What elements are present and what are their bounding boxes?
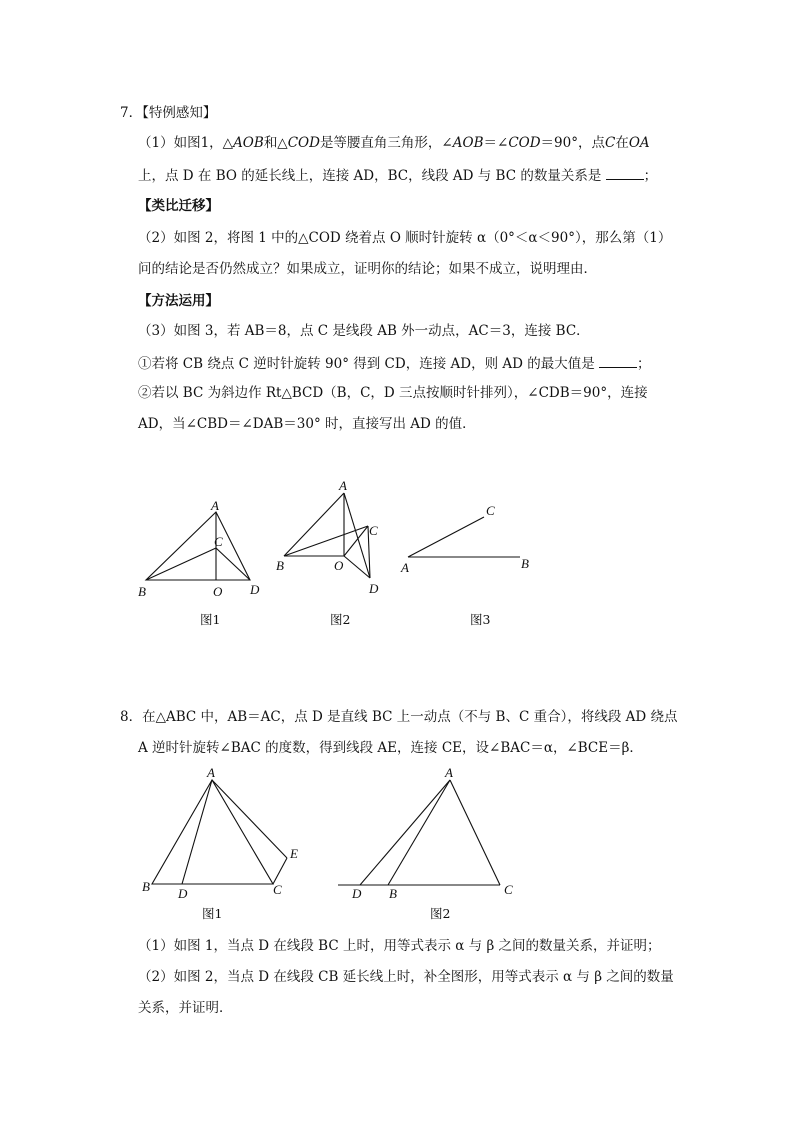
q8-fig2-segment-ad	[360, 780, 450, 885]
q7-section-analogy: 【类比迁移】	[138, 198, 219, 214]
fig3-caption: 图3	[470, 612, 491, 627]
fig3-label-a: A	[401, 560, 409, 575]
q7-part3-line3: ②若以 BC 为斜边作 Rt△BCD（B，C，D 三点按顺时针排列），∠CDB＝90°，连接	[138, 385, 648, 401]
fig3-segment-ac	[408, 517, 484, 557]
q8-fig1-segment-ad	[182, 780, 212, 884]
q8-fig2-label-b: B	[389, 886, 397, 901]
q7-section-method: 【方法运用】	[138, 293, 219, 309]
fig1-label-o: O	[213, 584, 223, 599]
q8-fig1-label-c: C	[273, 882, 282, 897]
fig1-label-c: C	[214, 534, 223, 549]
q7-part3-line2: ①若将 CB 绕点 C 逆时针旋转 90° 得到 CD，连接 AD，则 AD 的最大值是 ；	[138, 353, 651, 373]
q7-number: 7．	[120, 105, 143, 121]
q7-part2-line2: 问的结论是否仍然成立？如果成立，证明你的结论；如果不成立，说明理由．	[138, 261, 597, 277]
q7-part3-line1: （3）如图 3，若 AB＝8，点 C 是线段 AB 外一动点，AC＝3，连接 BC．	[138, 323, 590, 339]
q8-fig1-diagram	[142, 765, 298, 921]
fig3-label-c: C	[486, 503, 495, 518]
fig3-diagram	[400, 503, 529, 627]
q8-fig2-caption: 图2	[430, 906, 451, 921]
q8-sub2-line1: （2）如图 2，当点 D 在线段 CB 延长线上时，补全图形，用等式表示 α 与 β 之间的数量	[138, 969, 674, 985]
q8-fig1-label-e: E	[290, 846, 298, 861]
q8-fig1-caption: 图1	[202, 906, 223, 921]
q8-fig1-label-a: A	[207, 765, 215, 780]
q7-section-special-case: 【特例感知】	[142, 105, 217, 121]
q7-part2-line1: （2）如图 2，将图 1 中的△COD 绕着点 O 顺时针旋转 α（0°＜α＜90°），那么第（1）	[138, 230, 672, 246]
q8-fig2-label-c: C	[504, 882, 513, 897]
q7-part1-line1: （1）如图1，△AOB和△COD是等腰直角三角形，∠AOB＝∠COD＝90°，点C在OA	[138, 135, 650, 151]
q8-fig1-label-d: D	[178, 886, 188, 901]
q8-fig2-label-a: A	[445, 765, 453, 780]
q7-part3-line4: AD，当∠CBD＝∠DAB＝30° 时，直接写出 AD 的值．	[138, 416, 476, 432]
fig2-diagram	[276, 478, 379, 627]
fig1-label-a: A	[211, 498, 219, 513]
fig1-triangle-abd-outline	[146, 512, 250, 580]
fig1-segment-bc	[146, 548, 216, 580]
fig2-caption: 图2	[330, 612, 351, 627]
fig1-caption: 图1	[200, 612, 221, 627]
fig1-diagram	[138, 498, 260, 627]
fig1-segment-cd	[216, 548, 250, 580]
fig2-label-b: B	[276, 558, 284, 573]
fig1-label-d: D	[250, 582, 260, 597]
q8-line2: A 逆时针旋转∠BAC 的度数，得到线段 AE，连接 CE，设∠BAC＝α，∠BCE＝β．	[138, 740, 643, 756]
q8-fig1-segment-ce	[273, 858, 287, 884]
q8-fig1-triangle-abc	[152, 780, 273, 884]
fig3-label-b: B	[521, 556, 529, 571]
fig2-label-c: C	[369, 523, 378, 538]
fig2-label-o: O	[334, 558, 344, 573]
fig2-segment-ab	[284, 493, 344, 556]
q8-fig2-segment-ab	[388, 780, 450, 885]
q8-sub1: （1）如图 1，当点 D 在线段 BC 上时，用等式表示 α 与 β 之间的数量关系，并证明；	[138, 938, 661, 954]
q7-part1-line2: 上，点 D 在 BO 的延长线上，连接 AD，BC，线段 AD 与 BC 的数量关系是 ；	[138, 165, 657, 185]
q8-fig2-label-d: D	[352, 886, 362, 901]
fig2-label-d: D	[369, 581, 379, 596]
fig2-label-a: A	[339, 478, 347, 493]
fig1-label-b: B	[138, 584, 146, 599]
q8-sub2-line2: 关系，并证明．	[138, 1000, 233, 1016]
q8-fig1-label-b: B	[142, 879, 150, 894]
fig2-segment-ad	[344, 493, 370, 578]
q8-fig2-diagram	[338, 765, 513, 921]
q8-fig2-segment-ac	[450, 780, 500, 885]
q8-fig1-segment-ae	[212, 780, 287, 858]
q8-line1: 8．在△ABC 中，AB＝AC，点 D 是直线 BC 上一动点（不与 B、C 重合），将线段 AD 绕点	[120, 709, 678, 725]
